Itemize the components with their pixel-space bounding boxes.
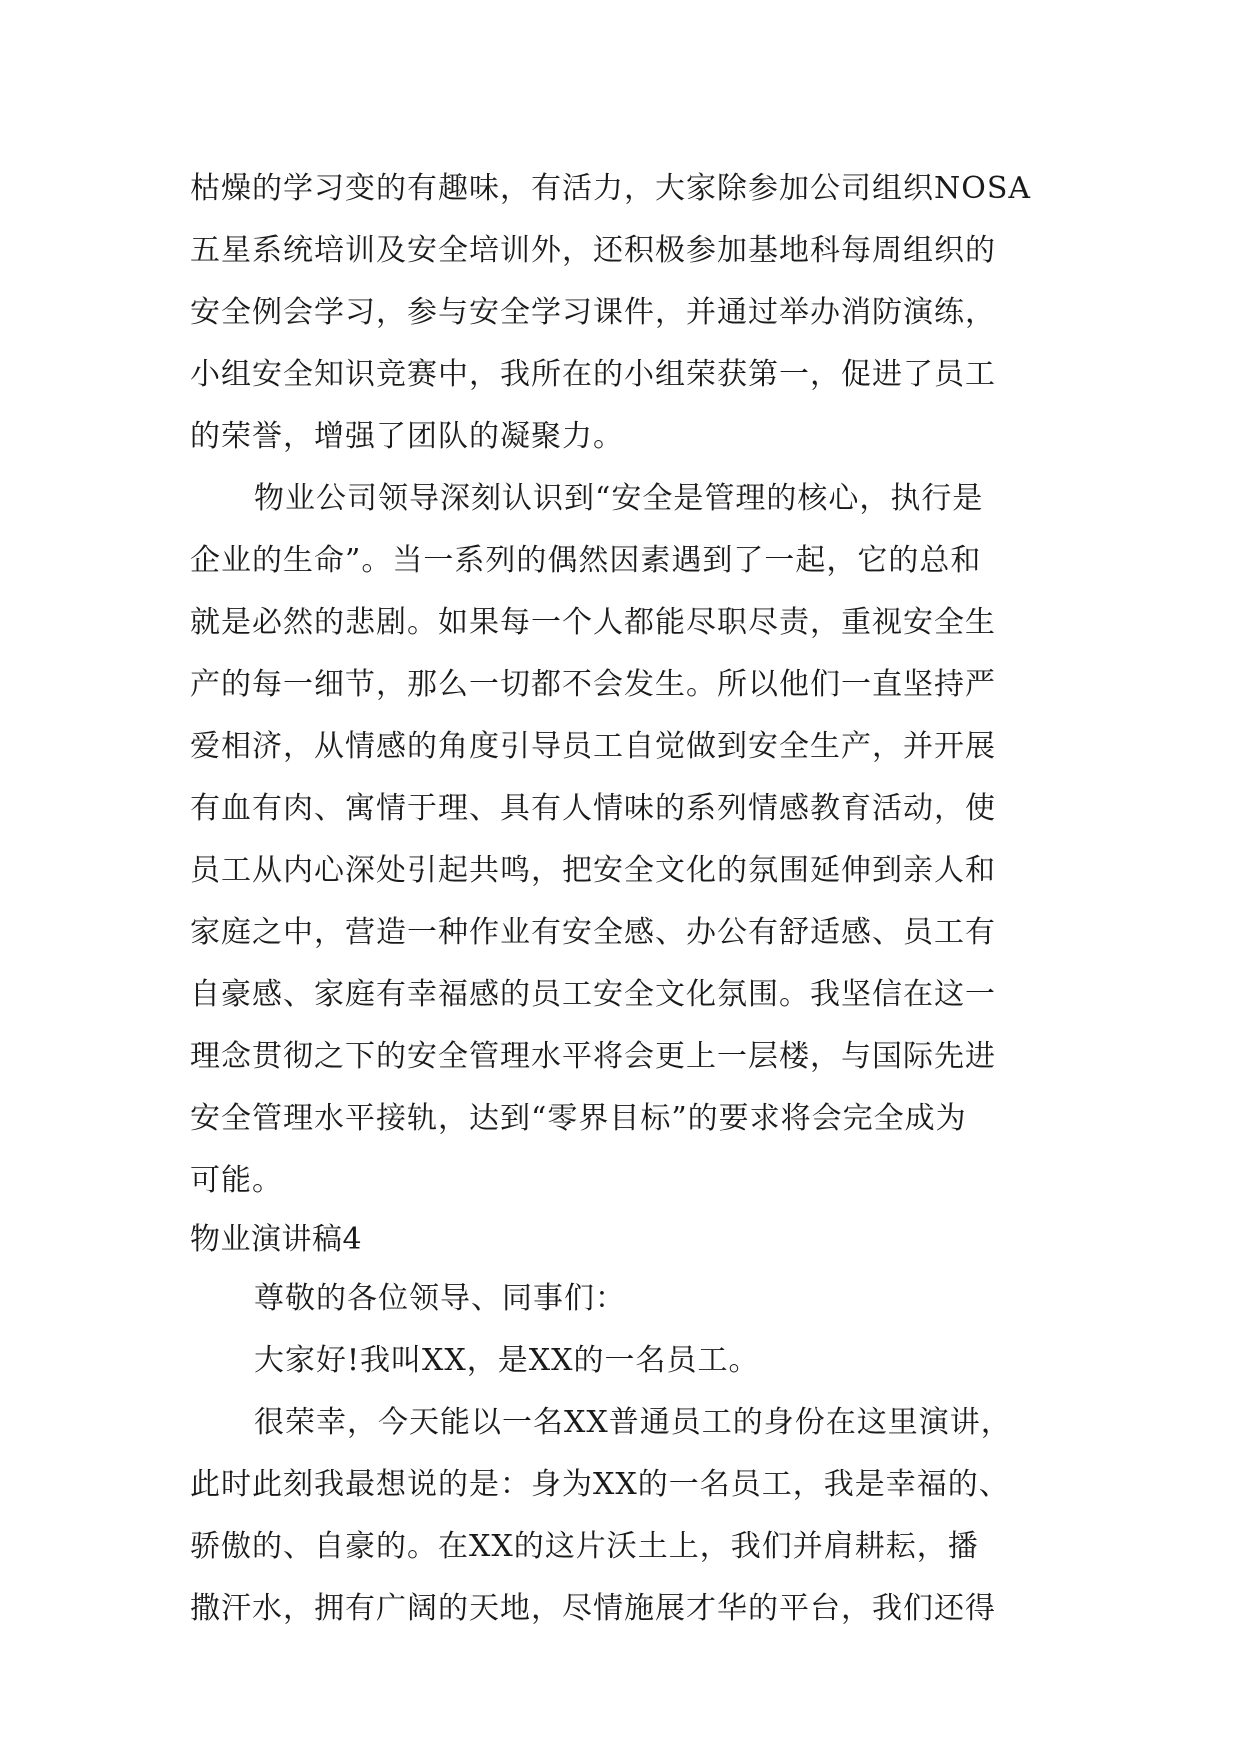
body-line: 家庭之中，营造一种作业有安全感、办公有舒适感、员工有 [190, 915, 996, 950]
body-line: 理念贯彻之下的安全管理水平将会更上一层楼，与国际先进 [190, 1039, 996, 1074]
body-line: 安全管理水平接轨，达到“零界目标”的要求将会完全成为 [190, 1101, 967, 1136]
body-line: 爱相济，从情感的角度引导员工自觉做到安全生产，并开展 [190, 729, 996, 764]
body-line: 员工从内心深处引起共鸣，把安全文化的氛围延伸到亲人和 [190, 853, 996, 888]
section-title: 物业演讲稿4 [190, 1222, 363, 1257]
body-line: 很荣幸，今天能以一名XX普通员工的身份在这里演讲， [254, 1405, 1012, 1440]
body-line: 自豪感、家庭有幸福感的员工安全文化氛围。我坚信在这一 [190, 977, 996, 1012]
greeting-line: 尊敬的各位领导、同事们： [254, 1281, 626, 1316]
body-line: 产的每一细节，那么一切都不会发生。所以他们一直坚持严 [190, 667, 996, 702]
body-line: 枯燥的学习变的有趣味，有活力，大家除参加公司组织NOSA [190, 171, 1032, 206]
body-line: 安全例会学习，参与安全学习课件，并通过举办消防演练， [190, 295, 996, 330]
intro-line: 大家好!我叫XX，是XX的一名员工。 [254, 1343, 760, 1378]
body-line: 物业公司领导深刻认识到“安全是管理的核心，执行是 [254, 481, 984, 516]
body-line: 企业的生命”。当一系列的偶然因素遇到了一起，它的总和 [190, 543, 982, 578]
body-line: 的荣誉，增强了团队的凝聚力。 [190, 419, 624, 454]
body-line: 有血有肉、寓情于理、具有人情味的系列情感教育活动，使 [190, 791, 996, 826]
body-line: 此时此刻我最想说的是：身为XX的一名员工，我是幸福的、 [190, 1467, 1010, 1502]
body-line: 撒汗水，拥有广阔的天地，尽情施展才华的平台，我们还得 [190, 1591, 996, 1626]
body-line: 小组安全知识竞赛中，我所在的小组荣获第一，促进了员工 [190, 357, 996, 392]
document-body [190, 158, 1065, 1640]
body-line: 可能。 [190, 1163, 283, 1198]
body-line: 就是必然的悲剧。如果每一个人都能尽职尽责，重视安全生 [190, 605, 996, 640]
body-line: 五星系统培训及安全培训外，还积极参加基地科每周组织的 [190, 233, 996, 268]
body-line: 骄傲的、自豪的。在XX的这片沃土上，我们并肩耕耘，播 [190, 1529, 979, 1564]
